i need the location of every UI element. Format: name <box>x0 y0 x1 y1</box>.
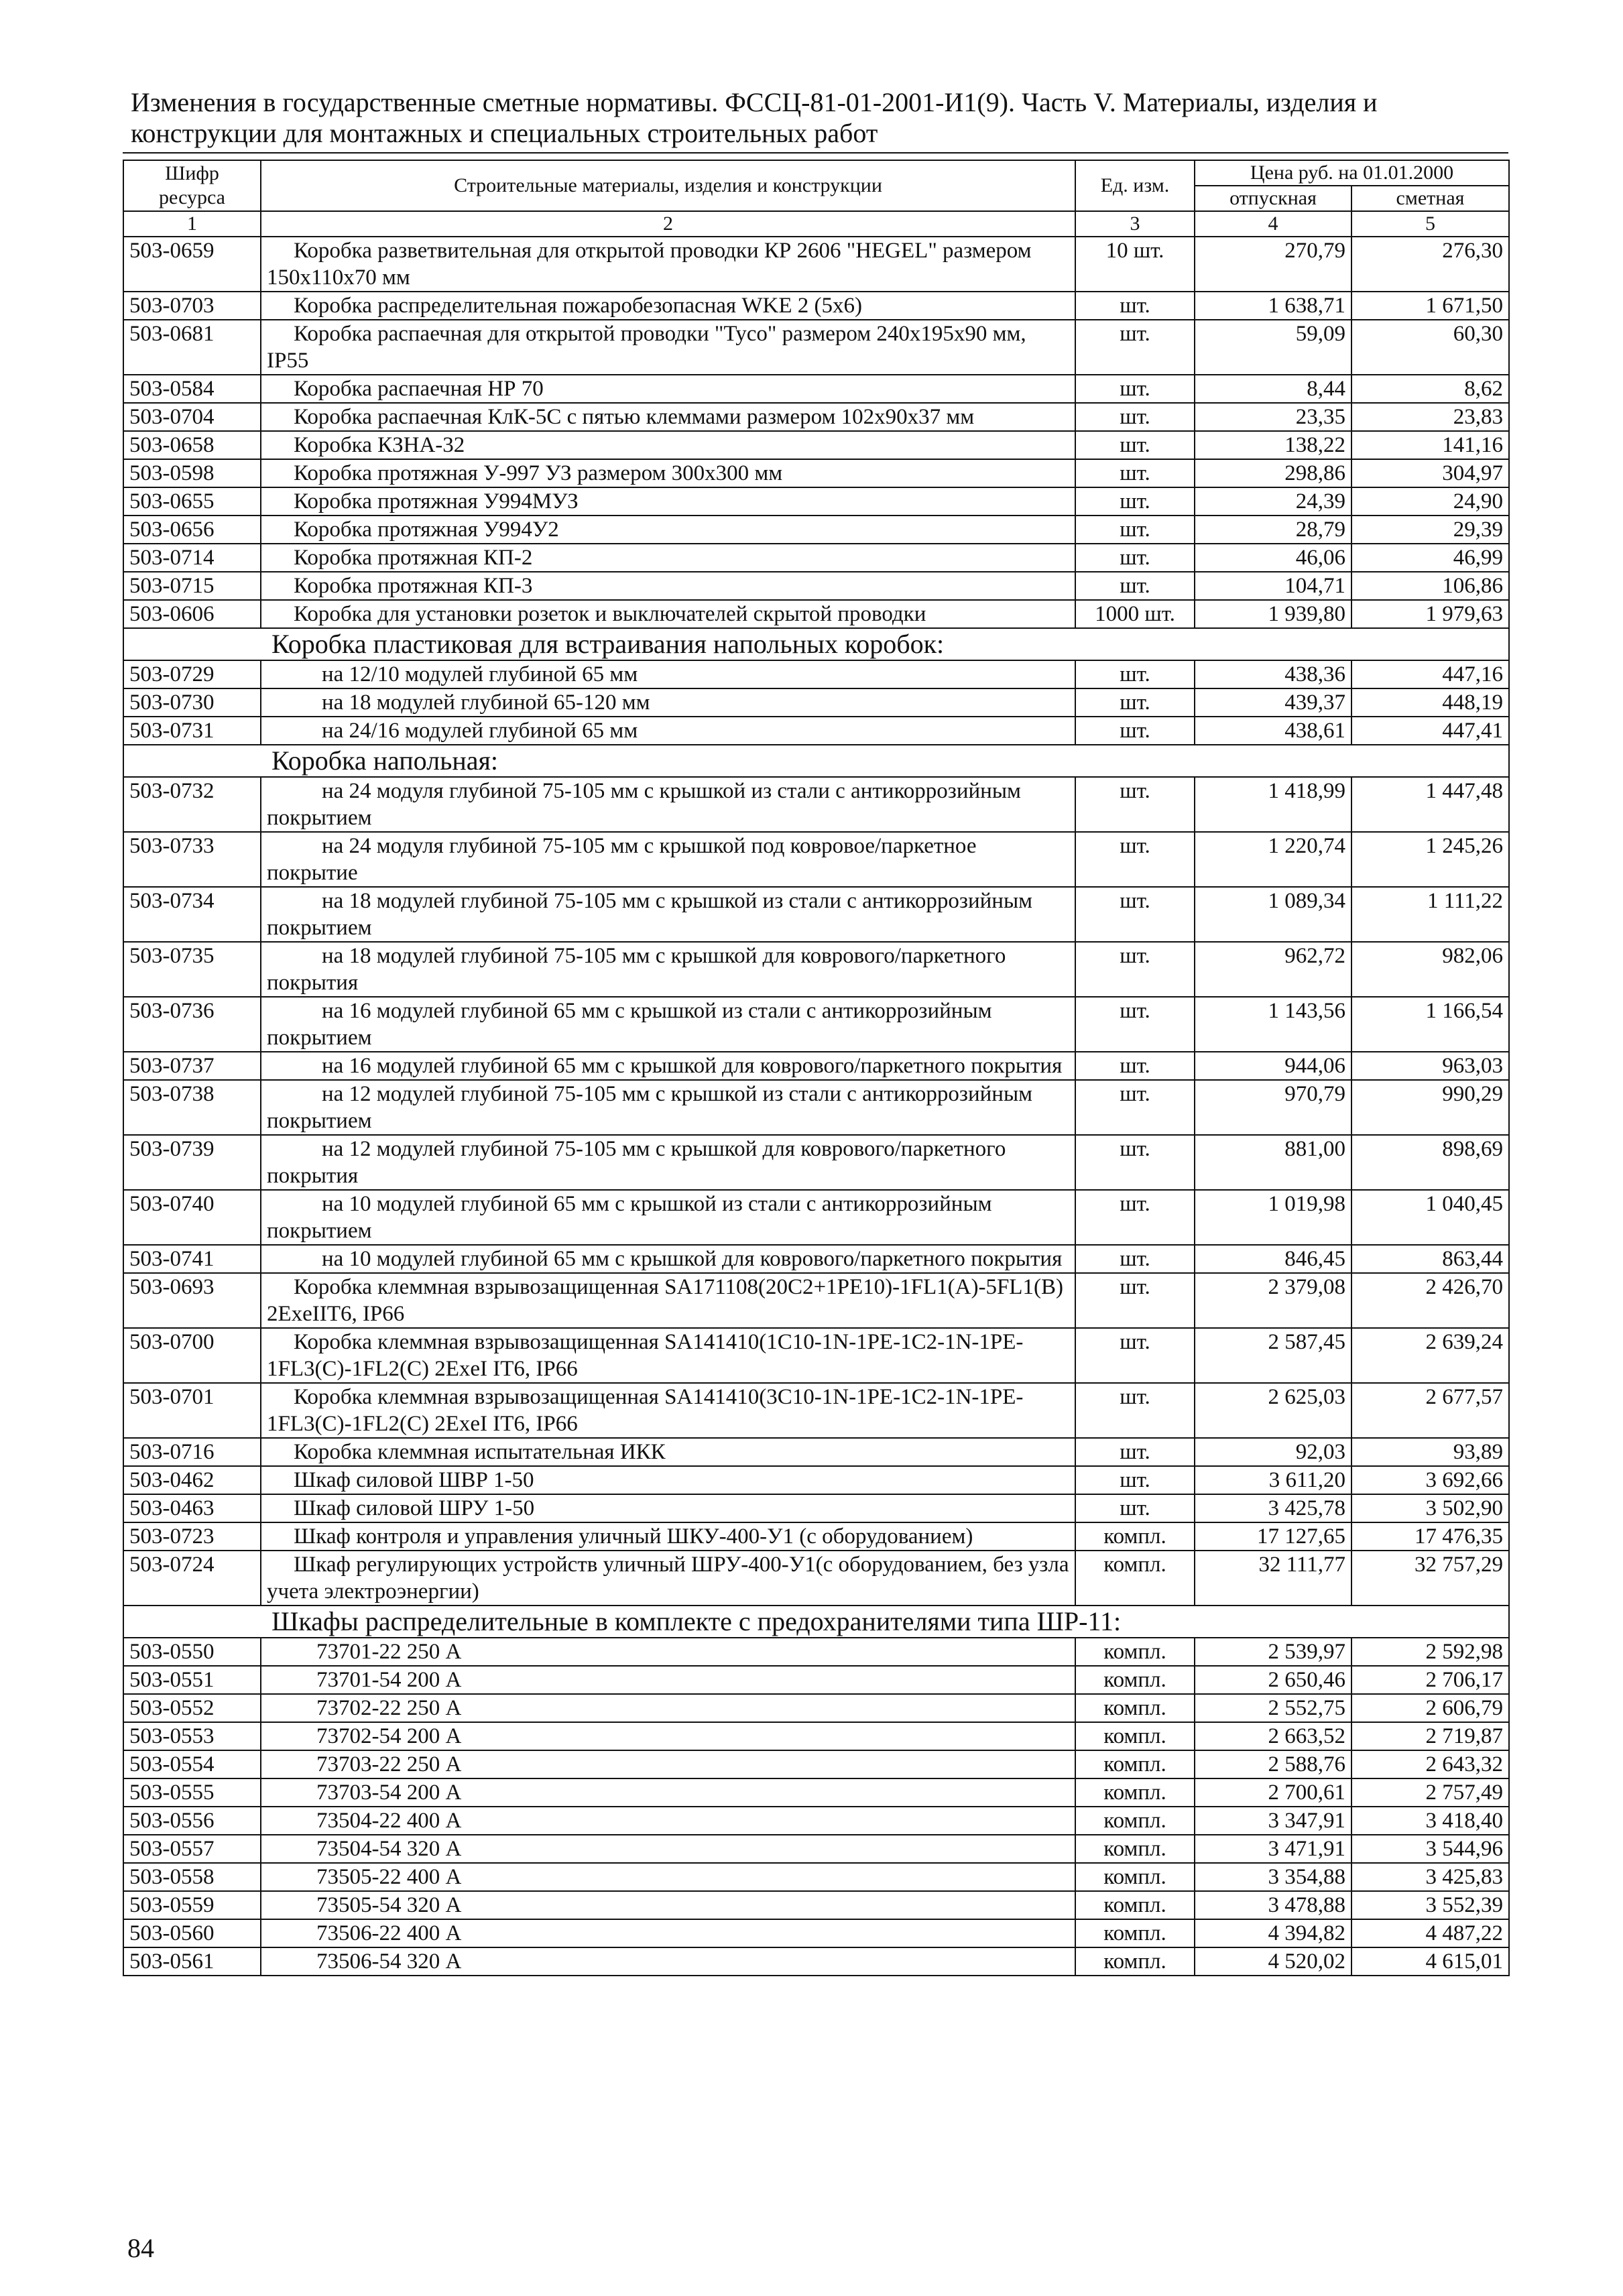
release-price-cell: 46,06 <box>1195 544 1351 572</box>
resource-code-cell: 503-0551 <box>123 1666 261 1694</box>
table-row <box>123 431 1509 459</box>
release-price-cell: 270,79 <box>1195 237 1351 292</box>
table-row <box>123 1383 1509 1438</box>
item-name-cell: 73702-54 200 А <box>261 1722 1075 1750</box>
release-price-cell: 2 700,61 <box>1195 1778 1351 1807</box>
table-row <box>123 997 1509 1052</box>
unit-cell: шт. <box>1075 1328 1195 1383</box>
table-row <box>123 832 1509 887</box>
item-name-cell: 73506-22 400 А <box>261 1919 1075 1947</box>
table-row <box>123 516 1509 544</box>
unit-cell: 1000 шт. <box>1075 600 1195 628</box>
resource-code-cell: 503-0740 <box>123 1190 261 1245</box>
table-row <box>123 1694 1509 1722</box>
release-price-cell: 2 552,75 <box>1195 1694 1351 1722</box>
estimate-price-cell: 276,30 <box>1351 237 1509 292</box>
table-row <box>123 777 1509 832</box>
table-row <box>123 942 1509 997</box>
resource-code-cell: 503-0738 <box>123 1080 261 1135</box>
section-heading: Коробка пластиковая для встраивания напольных коробок: <box>123 628 1509 660</box>
item-name-cell: Коробка клеммная взрывозащищенная SA141410(1C10-1N-1PE-1C2-1N-1PE-1FL3(C)-1FL2(C) 2ExeI IT6, IP66 <box>261 1328 1075 1383</box>
table-row <box>123 1522 1509 1551</box>
unit-cell: шт. <box>1075 403 1195 431</box>
section-heading-row <box>123 628 1509 660</box>
release-price-cell: 1 638,71 <box>1195 292 1351 320</box>
resource-code-cell: 503-0555 <box>123 1778 261 1807</box>
estimate-price-cell: 1 040,45 <box>1351 1190 1509 1245</box>
table-row <box>123 1273 1509 1328</box>
release-price-cell: 3 347,91 <box>1195 1807 1351 1835</box>
resource-code-cell: 503-0724 <box>123 1551 261 1606</box>
unit-cell: компл. <box>1075 1694 1195 1722</box>
resource-code-cell: 503-0735 <box>123 942 261 997</box>
unit-cell: шт. <box>1075 459 1195 487</box>
release-price-cell: 28,79 <box>1195 516 1351 544</box>
unit-cell: шт. <box>1075 292 1195 320</box>
item-name-cell: Шкаф контроля и управления уличный ШКУ-400-У1 (с оборудованием) <box>261 1522 1075 1551</box>
unit-cell: шт. <box>1075 688 1195 717</box>
unit-cell: шт. <box>1075 1466 1195 1494</box>
resource-code-cell: 503-0550 <box>123 1638 261 1666</box>
header-line-1: Изменения в государственные сметные нормативы. ФССЦ-81-01-2001-И1(9). Часть V. Материалы, изделия и <box>131 87 1378 117</box>
item-name-cell: 73702-22 250 А <box>261 1694 1075 1722</box>
release-price-cell: 4 394,82 <box>1195 1919 1351 1947</box>
unit-cell: шт. <box>1075 1273 1195 1328</box>
release-price-cell: 3 354,88 <box>1195 1863 1351 1891</box>
unit-cell: компл. <box>1075 1891 1195 1919</box>
release-price-cell: 944,06 <box>1195 1052 1351 1080</box>
unit-cell: шт. <box>1075 1135 1195 1190</box>
table-row <box>123 1466 1509 1494</box>
estimate-price-cell: 982,06 <box>1351 942 1509 997</box>
table-row <box>123 1551 1509 1606</box>
unit-cell: компл. <box>1075 1835 1195 1863</box>
unit-cell: компл. <box>1075 1638 1195 1666</box>
release-price-cell: 962,72 <box>1195 942 1351 997</box>
item-name-cell: на 18 модулей глубиной 65-120 мм <box>261 688 1075 717</box>
table-body <box>123 237 1509 1976</box>
table-row <box>123 544 1509 572</box>
release-price-cell: 3 471,91 <box>1195 1835 1351 1863</box>
item-name-cell: 73504-54 320 А <box>261 1835 1075 1863</box>
table-row <box>123 1245 1509 1273</box>
resource-code-cell: 503-0561 <box>123 1947 261 1976</box>
release-price-cell: 23,35 <box>1195 403 1351 431</box>
col-header-price-estimate: сметная <box>1351 186 1509 211</box>
table-row <box>123 1947 1509 1976</box>
item-name-cell: Коробка клеммная взрывозащищенная SA171108(20C2+1PE10)-1FL1(A)-5FL1(B) 2ExeIIT6, IP66 <box>261 1273 1075 1328</box>
table-row <box>123 1919 1509 1947</box>
resource-code-cell: 503-0739 <box>123 1135 261 1190</box>
estimate-price-cell: 3 692,66 <box>1351 1466 1509 1494</box>
col-number: 2 <box>261 211 1075 237</box>
resource-code-cell: 503-0681 <box>123 320 261 375</box>
table-row <box>123 1190 1509 1245</box>
estimate-price-cell: 32 757,29 <box>1351 1551 1509 1606</box>
estimate-price-cell: 447,41 <box>1351 717 1509 745</box>
item-name-cell: на 24/16 модулей глубиной 65 мм <box>261 717 1075 745</box>
item-name-cell: Коробка протяжная КП-3 <box>261 572 1075 600</box>
estimate-price-cell: 3 418,40 <box>1351 1807 1509 1835</box>
estimate-price-cell: 2 643,32 <box>1351 1750 1509 1778</box>
table-row <box>123 1080 1509 1135</box>
item-name-cell: 73703-22 250 А <box>261 1750 1075 1778</box>
estimate-price-cell: 60,30 <box>1351 320 1509 375</box>
item-name-cell: Коробка протяжная КП-2 <box>261 544 1075 572</box>
page-header <box>131 87 1505 149</box>
col-header-code: Шифр ресурса <box>123 160 261 211</box>
resource-code-cell: 503-0715 <box>123 572 261 600</box>
estimate-price-cell: 4 487,22 <box>1351 1919 1509 1947</box>
unit-cell: шт. <box>1075 572 1195 600</box>
resource-code-cell: 503-0716 <box>123 1438 261 1466</box>
table-row <box>123 1494 1509 1522</box>
release-price-cell: 2 650,46 <box>1195 1666 1351 1694</box>
release-price-cell: 24,39 <box>1195 487 1351 516</box>
table-row <box>123 1835 1509 1863</box>
item-name-cell: Коробка распаечная для открытой проводки "Tyco" размером 240х195х90 мм, IP55 <box>261 320 1075 375</box>
estimate-price-cell: 4 615,01 <box>1351 1947 1509 1976</box>
estimate-price-cell: 93,89 <box>1351 1438 1509 1466</box>
item-name-cell: на 24 модуля глубиной 75-105 мм с крышкой под ковровое/паркетное покрытие <box>261 832 1075 887</box>
resource-code-cell: 503-0736 <box>123 997 261 1052</box>
resource-code-cell: 503-0558 <box>123 1863 261 1891</box>
unit-cell: компл. <box>1075 1551 1195 1606</box>
unit-cell: шт. <box>1075 375 1195 403</box>
item-name-cell: 73701-54 200 А <box>261 1666 1075 1694</box>
unit-cell: шт. <box>1075 544 1195 572</box>
table-row <box>123 403 1509 431</box>
item-name-cell: Шкаф силовой ШРУ 1-50 <box>261 1494 1075 1522</box>
estimate-price-cell: 2 592,98 <box>1351 1638 1509 1666</box>
estimate-price-cell: 3 552,39 <box>1351 1891 1509 1919</box>
release-price-cell: 8,44 <box>1195 375 1351 403</box>
item-name-cell: 73505-22 400 А <box>261 1863 1075 1891</box>
unit-cell: компл. <box>1075 1778 1195 1807</box>
estimate-price-cell: 2 719,87 <box>1351 1722 1509 1750</box>
estimate-price-cell: 17 476,35 <box>1351 1522 1509 1551</box>
release-price-cell: 104,71 <box>1195 572 1351 600</box>
resource-code-cell: 503-0731 <box>123 717 261 745</box>
release-price-cell: 2 539,97 <box>1195 1638 1351 1666</box>
resource-code-cell: 503-0732 <box>123 777 261 832</box>
unit-cell: шт. <box>1075 777 1195 832</box>
item-name-cell: 73504-22 400 А <box>261 1807 1075 1835</box>
estimate-price-cell: 447,16 <box>1351 660 1509 688</box>
table-row <box>123 1052 1509 1080</box>
unit-cell: компл. <box>1075 1807 1195 1835</box>
release-price-cell: 1 089,34 <box>1195 887 1351 942</box>
item-name-cell: 73505-54 320 А <box>261 1891 1075 1919</box>
unit-cell: шт. <box>1075 942 1195 997</box>
item-name-cell: Коробка распаечная НР 70 <box>261 375 1075 403</box>
col-header-price-group: Цена руб. на 01.01.2000 <box>1195 160 1509 186</box>
estimate-price-cell: 898,69 <box>1351 1135 1509 1190</box>
column-number-row <box>123 211 1509 237</box>
section-heading-row <box>123 745 1509 777</box>
release-price-cell: 881,00 <box>1195 1135 1351 1190</box>
estimate-price-cell: 3 544,96 <box>1351 1835 1509 1863</box>
unit-cell: шт. <box>1075 516 1195 544</box>
resource-code-cell: 503-0693 <box>123 1273 261 1328</box>
estimate-price-cell: 1 111,22 <box>1351 887 1509 942</box>
table-row <box>123 320 1509 375</box>
resource-code-cell: 503-0741 <box>123 1245 261 1273</box>
estimate-price-cell: 1 245,26 <box>1351 832 1509 887</box>
table-row <box>123 1666 1509 1694</box>
resource-code-cell: 503-0559 <box>123 1891 261 1919</box>
release-price-cell: 2 625,03 <box>1195 1383 1351 1438</box>
resource-code-cell: 503-0700 <box>123 1328 261 1383</box>
col-number: 4 <box>1195 211 1351 237</box>
release-price-cell: 1 939,80 <box>1195 600 1351 628</box>
item-name-cell: на 18 модулей глубиной 75-105 мм с крышкой из стали с антикоррозийным покрытием <box>261 887 1075 942</box>
item-name-cell: Шкаф силовой ШВР 1-50 <box>261 1466 1075 1494</box>
release-price-cell: 846,45 <box>1195 1245 1351 1273</box>
resource-code-cell: 503-0730 <box>123 688 261 717</box>
release-price-cell: 32 111,77 <box>1195 1551 1351 1606</box>
resource-code-cell: 503-0554 <box>123 1750 261 1778</box>
table-row <box>123 887 1509 942</box>
release-price-cell: 1 143,56 <box>1195 997 1351 1052</box>
release-price-cell: 2 587,45 <box>1195 1328 1351 1383</box>
item-name-cell: на 24 модуля глубиной 75-105 мм с крышкой из стали с антикоррозийным покрытием <box>261 777 1075 832</box>
item-name-cell: 73703-54 200 А <box>261 1778 1075 1807</box>
release-price-cell: 3 611,20 <box>1195 1466 1351 1494</box>
table-row <box>123 1328 1509 1383</box>
unit-cell: компл. <box>1075 1522 1195 1551</box>
unit-cell: шт. <box>1075 1438 1195 1466</box>
table-row <box>123 660 1509 688</box>
release-price-cell: 17 127,65 <box>1195 1522 1351 1551</box>
table-row <box>123 1438 1509 1466</box>
table-row <box>123 572 1509 600</box>
table-row <box>123 717 1509 745</box>
estimate-price-cell: 304,97 <box>1351 459 1509 487</box>
col-number: 5 <box>1351 211 1509 237</box>
release-price-cell: 92,03 <box>1195 1438 1351 1466</box>
estimate-price-cell: 2 706,17 <box>1351 1666 1509 1694</box>
table-row <box>123 1750 1509 1778</box>
item-name-cell: на 12/10 модулей глубиной 65 мм <box>261 660 1075 688</box>
unit-cell: шт. <box>1075 431 1195 459</box>
resource-code-cell: 503-0606 <box>123 600 261 628</box>
item-name-cell: 73701-22 250 А <box>261 1638 1075 1666</box>
unit-cell: шт. <box>1075 487 1195 516</box>
estimate-price-cell: 1 447,48 <box>1351 777 1509 832</box>
resource-code-cell: 503-0553 <box>123 1722 261 1750</box>
table-row <box>123 487 1509 516</box>
resource-code-cell: 503-0598 <box>123 459 261 487</box>
table-row <box>123 292 1509 320</box>
release-price-cell: 2 588,76 <box>1195 1750 1351 1778</box>
item-name-cell: Коробка распределительная пожаробезопасная WKE 2 (5х6) <box>261 292 1075 320</box>
price-table <box>123 160 1510 1976</box>
estimate-price-cell: 2 639,24 <box>1351 1328 1509 1383</box>
resource-code-cell: 503-0701 <box>123 1383 261 1438</box>
table-row <box>123 1778 1509 1807</box>
col-number: 1 <box>123 211 261 237</box>
unit-cell: шт. <box>1075 1494 1195 1522</box>
unit-cell: шт. <box>1075 832 1195 887</box>
resource-code-cell: 503-0737 <box>123 1052 261 1080</box>
col-number: 3 <box>1075 211 1195 237</box>
item-name-cell: Шкаф регулирующих устройств уличный ШРУ-400-У1(с оборудованием, без узла учета электроэнергии) <box>261 1551 1075 1606</box>
resource-code-cell: 503-0658 <box>123 431 261 459</box>
item-name-cell: на 10 модулей глубиной 65 мм с крышкой для коврового/паркетного покрытия <box>261 1245 1075 1273</box>
estimate-price-cell: 990,29 <box>1351 1080 1509 1135</box>
release-price-cell: 4 520,02 <box>1195 1947 1351 1976</box>
resource-code-cell: 503-0714 <box>123 544 261 572</box>
resource-code-cell: 503-0734 <box>123 887 261 942</box>
estimate-price-cell: 106,86 <box>1351 572 1509 600</box>
item-name-cell: Коробка для установки розеток и выключателей скрытой проводки <box>261 600 1075 628</box>
release-price-cell: 2 663,52 <box>1195 1722 1351 1750</box>
unit-cell: шт. <box>1075 1052 1195 1080</box>
release-price-cell: 59,09 <box>1195 320 1351 375</box>
unit-cell: компл. <box>1075 1947 1195 1976</box>
item-name-cell: Коробка протяжная У994МУЗ <box>261 487 1075 516</box>
item-name-cell: Коробка распаечная КлК-5С с пятью клеммами размером 102х90х37 мм <box>261 403 1075 431</box>
item-name-cell: Коробка протяжная У-997 УЗ размером 300х300 мм <box>261 459 1075 487</box>
item-name-cell: 73506-54 320 А <box>261 1947 1075 1976</box>
unit-cell: шт. <box>1075 997 1195 1052</box>
release-price-cell: 438,36 <box>1195 660 1351 688</box>
estimate-price-cell: 963,03 <box>1351 1052 1509 1080</box>
section-heading: Шкафы распределительные в комплекте с предохранителями типа ШР-11: <box>123 1606 1509 1638</box>
resource-code-cell: 503-0703 <box>123 292 261 320</box>
resource-code-cell: 503-0556 <box>123 1807 261 1835</box>
estimate-price-cell: 2 757,49 <box>1351 1778 1509 1807</box>
table-row <box>123 375 1509 403</box>
unit-cell: шт. <box>1075 1080 1195 1135</box>
resource-code-cell: 503-0584 <box>123 375 261 403</box>
resource-code-cell: 503-0655 <box>123 487 261 516</box>
unit-cell: компл. <box>1075 1666 1195 1694</box>
item-name-cell: на 12 модулей глубиной 75-105 мм с крышкой для коврового/паркетного покрытия <box>261 1135 1075 1190</box>
unit-cell: шт. <box>1075 1383 1195 1438</box>
table-row <box>123 459 1509 487</box>
col-header-price-release: отпускная <box>1195 186 1351 211</box>
estimate-price-cell: 863,44 <box>1351 1245 1509 1273</box>
col-header-unit: Ед. изм. <box>1075 160 1195 211</box>
estimate-price-cell: 23,83 <box>1351 403 1509 431</box>
header-line-2: конструкции для монтажных и специальных строительных работ <box>131 118 878 148</box>
release-price-cell: 2 379,08 <box>1195 1273 1351 1328</box>
item-name-cell: Коробка КЗНА-32 <box>261 431 1075 459</box>
section-heading-row <box>123 1606 1509 1638</box>
table-row <box>123 688 1509 717</box>
release-price-cell: 1 019,98 <box>1195 1190 1351 1245</box>
estimate-price-cell: 1 166,54 <box>1351 997 1509 1052</box>
resource-code-cell: 503-0557 <box>123 1835 261 1863</box>
release-price-cell: 298,86 <box>1195 459 1351 487</box>
resource-code-cell: 503-0463 <box>123 1494 261 1522</box>
resource-code-cell: 503-0723 <box>123 1522 261 1551</box>
item-name-cell: на 16 модулей глубиной 65 мм с крышкой для коврового/паркетного покрытия <box>261 1052 1075 1080</box>
resource-code-cell: 503-0733 <box>123 832 261 887</box>
release-price-cell: 3 478,88 <box>1195 1891 1351 1919</box>
release-price-cell: 438,61 <box>1195 717 1351 745</box>
table-row <box>123 1863 1509 1891</box>
estimate-price-cell: 2 606,79 <box>1351 1694 1509 1722</box>
table-row <box>123 1135 1509 1190</box>
estimate-price-cell: 46,99 <box>1351 544 1509 572</box>
resource-code-cell: 503-0560 <box>123 1919 261 1947</box>
estimate-price-cell: 8,62 <box>1351 375 1509 403</box>
item-name-cell: на 12 модулей глубиной 75-105 мм с крышкой из стали с антикоррозийным покрытием <box>261 1080 1075 1135</box>
estimate-price-cell: 1 979,63 <box>1351 600 1509 628</box>
unit-cell: компл. <box>1075 1722 1195 1750</box>
unit-cell: шт. <box>1075 660 1195 688</box>
resource-code-cell: 503-0659 <box>123 237 261 292</box>
resource-code-cell: 503-0462 <box>123 1466 261 1494</box>
item-name-cell: на 18 модулей глубиной 75-105 мм с крышкой для коврового/паркетного покрытия <box>261 942 1075 997</box>
estimate-price-cell: 3 502,90 <box>1351 1494 1509 1522</box>
unit-cell: компл. <box>1075 1863 1195 1891</box>
table-row <box>123 1891 1509 1919</box>
col-header-name: Строительные материалы, изделия и конструкции <box>261 160 1075 211</box>
release-price-cell: 439,37 <box>1195 688 1351 717</box>
unit-cell: компл. <box>1075 1919 1195 1947</box>
unit-cell: компл. <box>1075 1750 1195 1778</box>
resource-code-cell: 503-0552 <box>123 1694 261 1722</box>
release-price-cell: 138,22 <box>1195 431 1351 459</box>
table-row <box>123 600 1509 628</box>
estimate-price-cell: 2 677,57 <box>1351 1383 1509 1438</box>
section-heading: Коробка напольная: <box>123 745 1509 777</box>
item-name-cell: на 16 модулей глубиной 65 мм с крышкой из стали с антикоррозийным покрытием <box>261 997 1075 1052</box>
release-price-cell: 3 425,78 <box>1195 1494 1351 1522</box>
unit-cell: шт. <box>1075 1190 1195 1245</box>
table-row <box>123 1722 1509 1750</box>
page-number: 84 <box>127 2233 154 2263</box>
unit-cell: шт. <box>1075 887 1195 942</box>
unit-cell: шт. <box>1075 320 1195 375</box>
item-name-cell: Коробка клеммная испытательная ИКК <box>261 1438 1075 1466</box>
table-row <box>123 1807 1509 1835</box>
estimate-price-cell: 2 426,70 <box>1351 1273 1509 1328</box>
item-name-cell: Коробка клеммная взрывозащищенная SA141410(3C10-1N-1PE-1C2-1N-1PE-1FL3(C)-1FL2(C) 2ExeI IT6, IP66 <box>261 1383 1075 1438</box>
release-price-cell: 1 418,99 <box>1195 777 1351 832</box>
unit-cell: 10 шт. <box>1075 237 1195 292</box>
estimate-price-cell: 448,19 <box>1351 688 1509 717</box>
unit-cell: шт. <box>1075 717 1195 745</box>
item-name-cell: Коробка разветвительная для открытой проводки КР 2606 "HEGEL" размером 150х110х70 мм <box>261 237 1075 292</box>
resource-code-cell: 503-0729 <box>123 660 261 688</box>
unit-cell: шт. <box>1075 1245 1195 1273</box>
estimate-price-cell: 3 425,83 <box>1351 1863 1509 1891</box>
item-name-cell: Коробка протяжная У994У2 <box>261 516 1075 544</box>
resource-code-cell: 503-0656 <box>123 516 261 544</box>
header-rule <box>123 152 1508 154</box>
estimate-price-cell: 1 671,50 <box>1351 292 1509 320</box>
release-price-cell: 970,79 <box>1195 1080 1351 1135</box>
item-name-cell: на 10 модулей глубиной 65 мм с крышкой из стали с антикоррозийным покрытием <box>261 1190 1075 1245</box>
resource-code-cell: 503-0704 <box>123 403 261 431</box>
release-price-cell: 1 220,74 <box>1195 832 1351 887</box>
estimate-price-cell: 29,39 <box>1351 516 1509 544</box>
table-row <box>123 1638 1509 1666</box>
estimate-price-cell: 141,16 <box>1351 431 1509 459</box>
estimate-price-cell: 24,90 <box>1351 487 1509 516</box>
table-row <box>123 237 1509 292</box>
